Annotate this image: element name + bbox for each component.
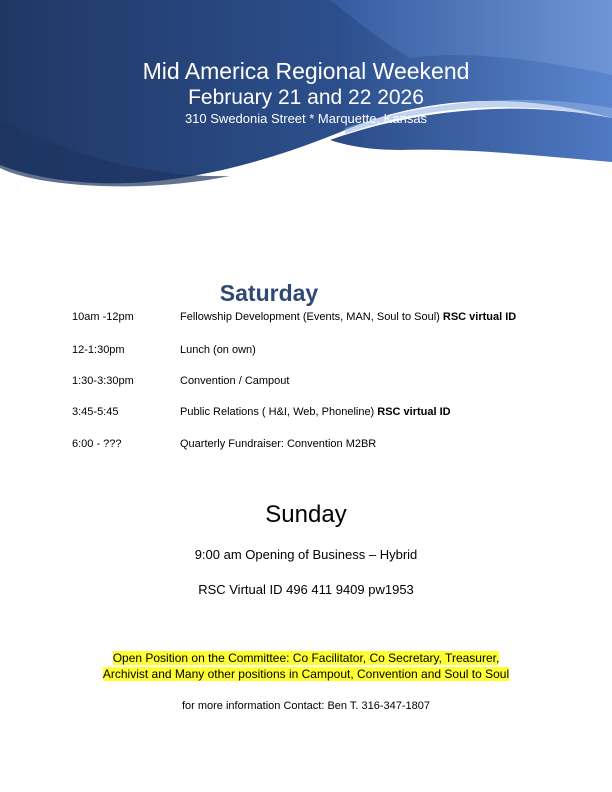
highlighted-text: Archivist and Many other positions in Campout, Convention and Soul to Soul <box>102 667 510 681</box>
schedule-description: Quarterly Fundraiser: Convention M2BR <box>180 438 377 450</box>
schedule-time: 6:00 - ??? <box>72 438 122 450</box>
event-address: 310 Swedonia Street * Marquette, Kansas <box>184 111 428 126</box>
schedule-time: 12-1:30pm <box>72 344 125 356</box>
schedule-description: Fellowship Development (Events, MAN, Soul to Soul) RSC virtual ID <box>180 311 517 323</box>
schedule-description: Convention / Campout <box>180 375 290 387</box>
event-title: Mid America Regional Weekend <box>142 58 470 84</box>
highlighted-text: Open Position on the Committee: Co Facilitator, Co Secretary, Treasurer, <box>112 651 500 665</box>
schedule-description: Public Relations ( H&I, Web, Phoneline) RSC virtual ID <box>180 406 451 418</box>
schedule-time: 3:45-5:45 <box>72 406 119 418</box>
open-positions-line-2 <box>0 666 612 683</box>
schedule-time: 10am -12pm <box>72 311 134 323</box>
schedule-time: 1:30-3:30pm <box>72 375 134 387</box>
sunday-virtual-id: RSC Virtual ID 496 411 9409 pw1953 <box>198 582 414 597</box>
virtual-id-tag: RSC virtual ID <box>442 311 517 323</box>
open-positions-line-1 <box>0 650 612 667</box>
sunday-opening: 9:00 am Opening of Business – Hybrid <box>194 547 418 562</box>
contact-info: for more information Contact: Ben T. 316-347-1807 <box>181 700 431 712</box>
sunday-heading: Sunday <box>265 501 347 528</box>
schedule-description: Lunch (on own) <box>180 344 256 356</box>
event-dates: February 21 and 22 2026 <box>188 86 424 109</box>
virtual-id-tag: RSC virtual ID <box>377 406 451 418</box>
saturday-heading: Saturday <box>219 280 319 306</box>
